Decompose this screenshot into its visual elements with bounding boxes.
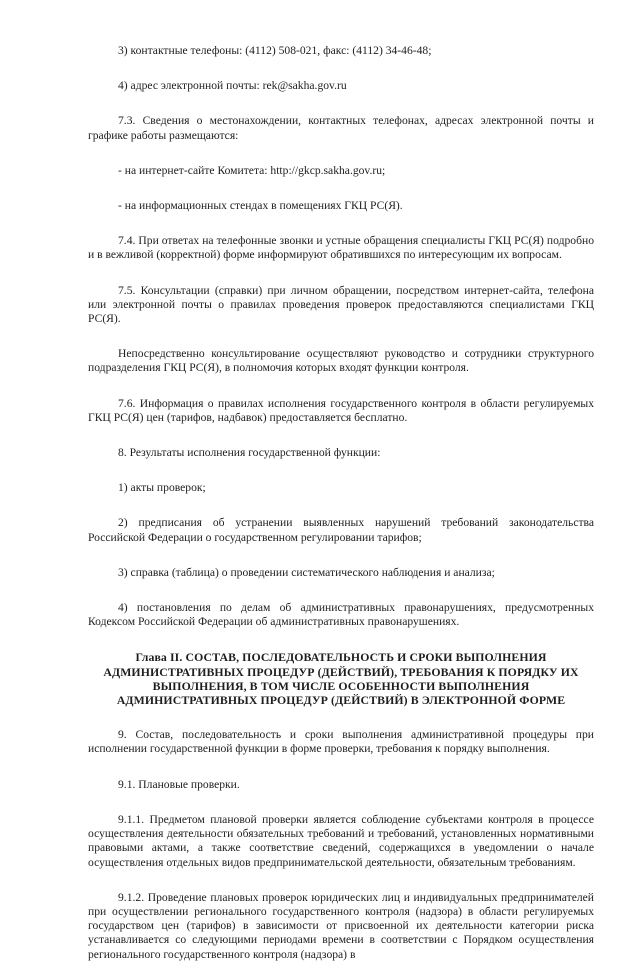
paragraph-7-3: 7.3. Сведения о местонахождении, контактных телефонах, адресах электронной почты и графике работы размещаются:: [88, 114, 594, 142]
paragraph-9-1: 9.1. Плановые проверки.: [118, 777, 240, 791]
paragraph-7-4: 7.4. При ответах на телефонные звонки и устные обращения специалисты ГКЦ РС(Я) подробно и в вежливой (корректной) форме информируют обратившихся по интересующим их вопросам.: [88, 234, 594, 262]
paragraph-7-6: 7.6. Информация о правилах исполнения государственного контроля в области регулируемых ГКЦ РС(Я) цен (тарифов, надбавок) предоставляется бесплатно.: [88, 396, 594, 424]
paragraph-orders: 2) предписания об устранении выявленных нарушений требований законодательства Российской Федерации о государственном регулировании тарифов;: [88, 516, 594, 544]
paragraph-report: 3) справка (таблица) о проведении систематического наблюдения и анализа;: [118, 565, 495, 579]
paragraph-8: 8. Результаты исполнения государственной функции:: [118, 446, 381, 460]
paragraph-acts: 1) акты проверок;: [118, 481, 206, 495]
paragraph-phones: 3) контактные телефоны: (4112) 508-021, факс: (4112) 34-46-48;: [118, 44, 432, 57]
paragraph-9-1-1: 9.1.1. Предметом плановой проверки является соблюдение субъектами контроля в процессе осуществления деятельности обязательных требований и требований, установленных нормативными правовыми актами, а также соответствие сведений, содержащихся в уведомлении о начале осуществления отдельных видов предпринимательской деятельности, обязательным требованиям.: [88, 812, 594, 869]
paragraph-email: 4) адрес электронной почты: rek@sakha.gov.ru: [118, 79, 347, 93]
paragraph-consulting: Непосредственно консультирование осуществляют руководство и сотрудники структурного подразделения ГКЦ РС(Я), в полномочия которых входят функции контроля.: [88, 347, 594, 375]
chapter-heading: Глава II. СОСТАВ, ПОСЛЕДОВАТЕЛЬНОСТЬ И СРОКИ ВЫПОЛНЕНИЯ АДМИНИСТРАТИВНЫХ ПРОЦЕДУР (ДЕЙСТВИЙ), ТРЕБОВАНИЯ К ПОРЯДКУ ИХ ВЫПОЛНЕНИЯ, В ТОМ ЧИСЛЕ ОСОБЕННОСТИ ВЫПОЛНЕНИЯ АДМИНИСТРАТИВНЫХ ПРОЦЕДУР (ДЕЙСТВИЙ) В ЭЛЕКТРОННОЙ ФОРМЕ: [103, 650, 579, 708]
paragraph-website: - на интернет-сайте Комитета: http://gkcp.sakha.gov.ru;: [118, 163, 386, 177]
paragraph-9-1-2: 9.1.2. Проведение плановых проверок юридических лиц и индивидуальных предпринимателей при осуществлении регионального государственного контроля (надзора) в области регулируемых государством цен (тарифов) в зависимости от присвоенной их деятельности категории риска устанавливается со следующими периодами времени в соответствии с Порядком осуществления регионального государственного контроля (надзора) в: [88, 890, 594, 961]
paragraph-9: 9. Состав, последовательность и сроки выполнения административной процедуры при исполнении государственной функции в форме проверки, требования к порядку выполнения.: [88, 728, 594, 756]
paragraph-stands: - на информационных стендах в помещениях ГКЦ РС(Я).: [118, 199, 403, 213]
paragraph-7-5: 7.5. Консультации (справки) при личном обращении, посредством интернет-сайта, телефона или электронной почты о правилах проведения проверок предоставляются специалистами ГКЦ РС(Я).: [88, 283, 594, 326]
paragraph-resolutions: 4) постановления по делам об административных правонарушениях, предусмотренных Кодексом Российской Федерации об административных правонарушениях.: [88, 601, 594, 629]
